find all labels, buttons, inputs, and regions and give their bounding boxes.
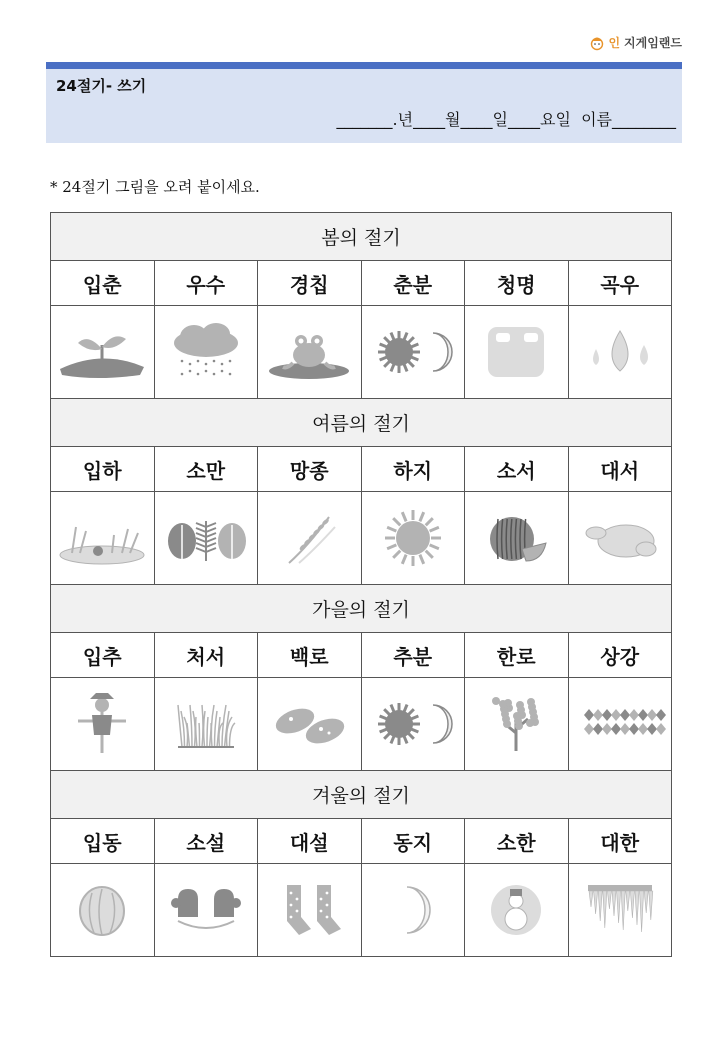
term-pictures-row <box>51 864 672 957</box>
cabbage-icon <box>52 877 152 943</box>
term-name: 소설 <box>154 819 258 864</box>
clear-sky-icon <box>466 319 566 385</box>
pond-icon <box>52 505 152 571</box>
socks-icon <box>259 877 359 943</box>
term-names-row <box>51 819 672 864</box>
term-picture-cell <box>51 864 155 957</box>
term-pictures-row <box>51 492 672 585</box>
term-picture-cell <box>361 306 465 399</box>
term-name: 동지 <box>361 819 465 864</box>
grass-icon <box>156 691 256 757</box>
term-name: 입춘 <box>51 261 155 306</box>
season-header-row <box>51 213 672 261</box>
sun-icon <box>363 505 463 571</box>
frog-icon <box>259 319 359 385</box>
term-name: 우수 <box>154 261 258 306</box>
season-title: 봄의 절기 <box>51 213 672 261</box>
season-header-row <box>51 399 672 447</box>
term-picture-cell <box>51 306 155 399</box>
term-picture-cell <box>154 678 258 771</box>
dewy-leaves-icon <box>259 691 359 757</box>
term-picture-cell <box>361 492 465 585</box>
logo-text: 지게임랜드 <box>624 36 682 50</box>
watermelon-icon <box>466 505 566 571</box>
term-picture-cell <box>51 678 155 771</box>
term-name: 대설 <box>258 819 362 864</box>
term-name: 대한 <box>568 819 672 864</box>
term-name: 곡우 <box>568 261 672 306</box>
term-name: 대서 <box>568 447 672 492</box>
term-picture-cell <box>465 306 569 399</box>
header-accent-bar <box>46 62 682 69</box>
leaves-icon <box>156 505 256 571</box>
worksheet-header <box>46 69 682 143</box>
worksheet-title: 24절기- 쓰기 <box>56 77 147 95</box>
date-name-line: _______.년____월____일____요일 이름________ <box>336 110 676 129</box>
term-name: 입하 <box>51 447 155 492</box>
term-picture-cell <box>465 678 569 771</box>
term-picture-cell <box>51 492 155 585</box>
term-name: 하지 <box>361 447 465 492</box>
term-name: 입동 <box>51 819 155 864</box>
term-name: 한로 <box>465 633 569 678</box>
term-name: 입추 <box>51 633 155 678</box>
term-name: 소서 <box>465 447 569 492</box>
term-name: 상강 <box>568 633 672 678</box>
term-picture-cell <box>465 864 569 957</box>
term-name: 처서 <box>154 633 258 678</box>
term-picture-cell <box>568 306 672 399</box>
mittens-icon <box>156 877 256 943</box>
rain-cloud-icon <box>156 319 256 385</box>
term-name: 경칩 <box>258 261 362 306</box>
term-picture-cell <box>568 492 672 585</box>
season-title: 겨울의 절기 <box>51 771 672 819</box>
term-picture-cell <box>258 678 362 771</box>
snowman-icon <box>466 877 566 943</box>
icicles-icon <box>570 877 670 943</box>
instruction-text: * 24절기 그림을 오려 붙이세요. <box>50 178 260 196</box>
term-name: 백로 <box>258 633 362 678</box>
term-picture-cell <box>154 492 258 585</box>
logo-text-accent: 인 <box>608 36 621 50</box>
season-header-row <box>51 585 672 633</box>
term-name: 소한 <box>465 819 569 864</box>
term-picture-cell <box>361 864 465 957</box>
term-name: 추분 <box>361 633 465 678</box>
sprout-icon <box>52 319 152 385</box>
season-title: 여름의 절기 <box>51 399 672 447</box>
wheat-icon <box>259 505 359 571</box>
term-picture-cell <box>361 678 465 771</box>
term-picture-cell <box>465 492 569 585</box>
brand-logo <box>590 34 682 51</box>
season-header-row <box>51 771 672 819</box>
term-name: 망종 <box>258 447 362 492</box>
child-face-icon <box>590 35 604 51</box>
fallen-leaves-icon <box>570 691 670 757</box>
term-pictures-row <box>51 306 672 399</box>
term-picture-cell <box>258 306 362 399</box>
sun-moon-icon <box>363 319 463 385</box>
term-picture-cell <box>258 492 362 585</box>
term-picture-cell <box>568 678 672 771</box>
season-title: 가을의 절기 <box>51 585 672 633</box>
term-picture-cell <box>154 864 258 957</box>
term-picture-cell <box>154 306 258 399</box>
scarecrow-icon <box>52 691 152 757</box>
autumn-tree-icon <box>466 691 566 757</box>
sun-moon-icon <box>363 691 463 757</box>
term-name: 춘분 <box>361 261 465 306</box>
chicken-icon <box>570 505 670 571</box>
term-names-row <box>51 633 672 678</box>
crescent-moon-icon <box>363 877 463 943</box>
term-picture-cell <box>258 864 362 957</box>
term-names-row <box>51 447 672 492</box>
term-name: 청명 <box>465 261 569 306</box>
term-picture-cell <box>568 864 672 957</box>
term-name: 소만 <box>154 447 258 492</box>
term-pictures-row <box>51 678 672 771</box>
water-drops-icon <box>570 319 670 385</box>
solar-terms-table <box>50 212 672 957</box>
term-names-row <box>51 261 672 306</box>
